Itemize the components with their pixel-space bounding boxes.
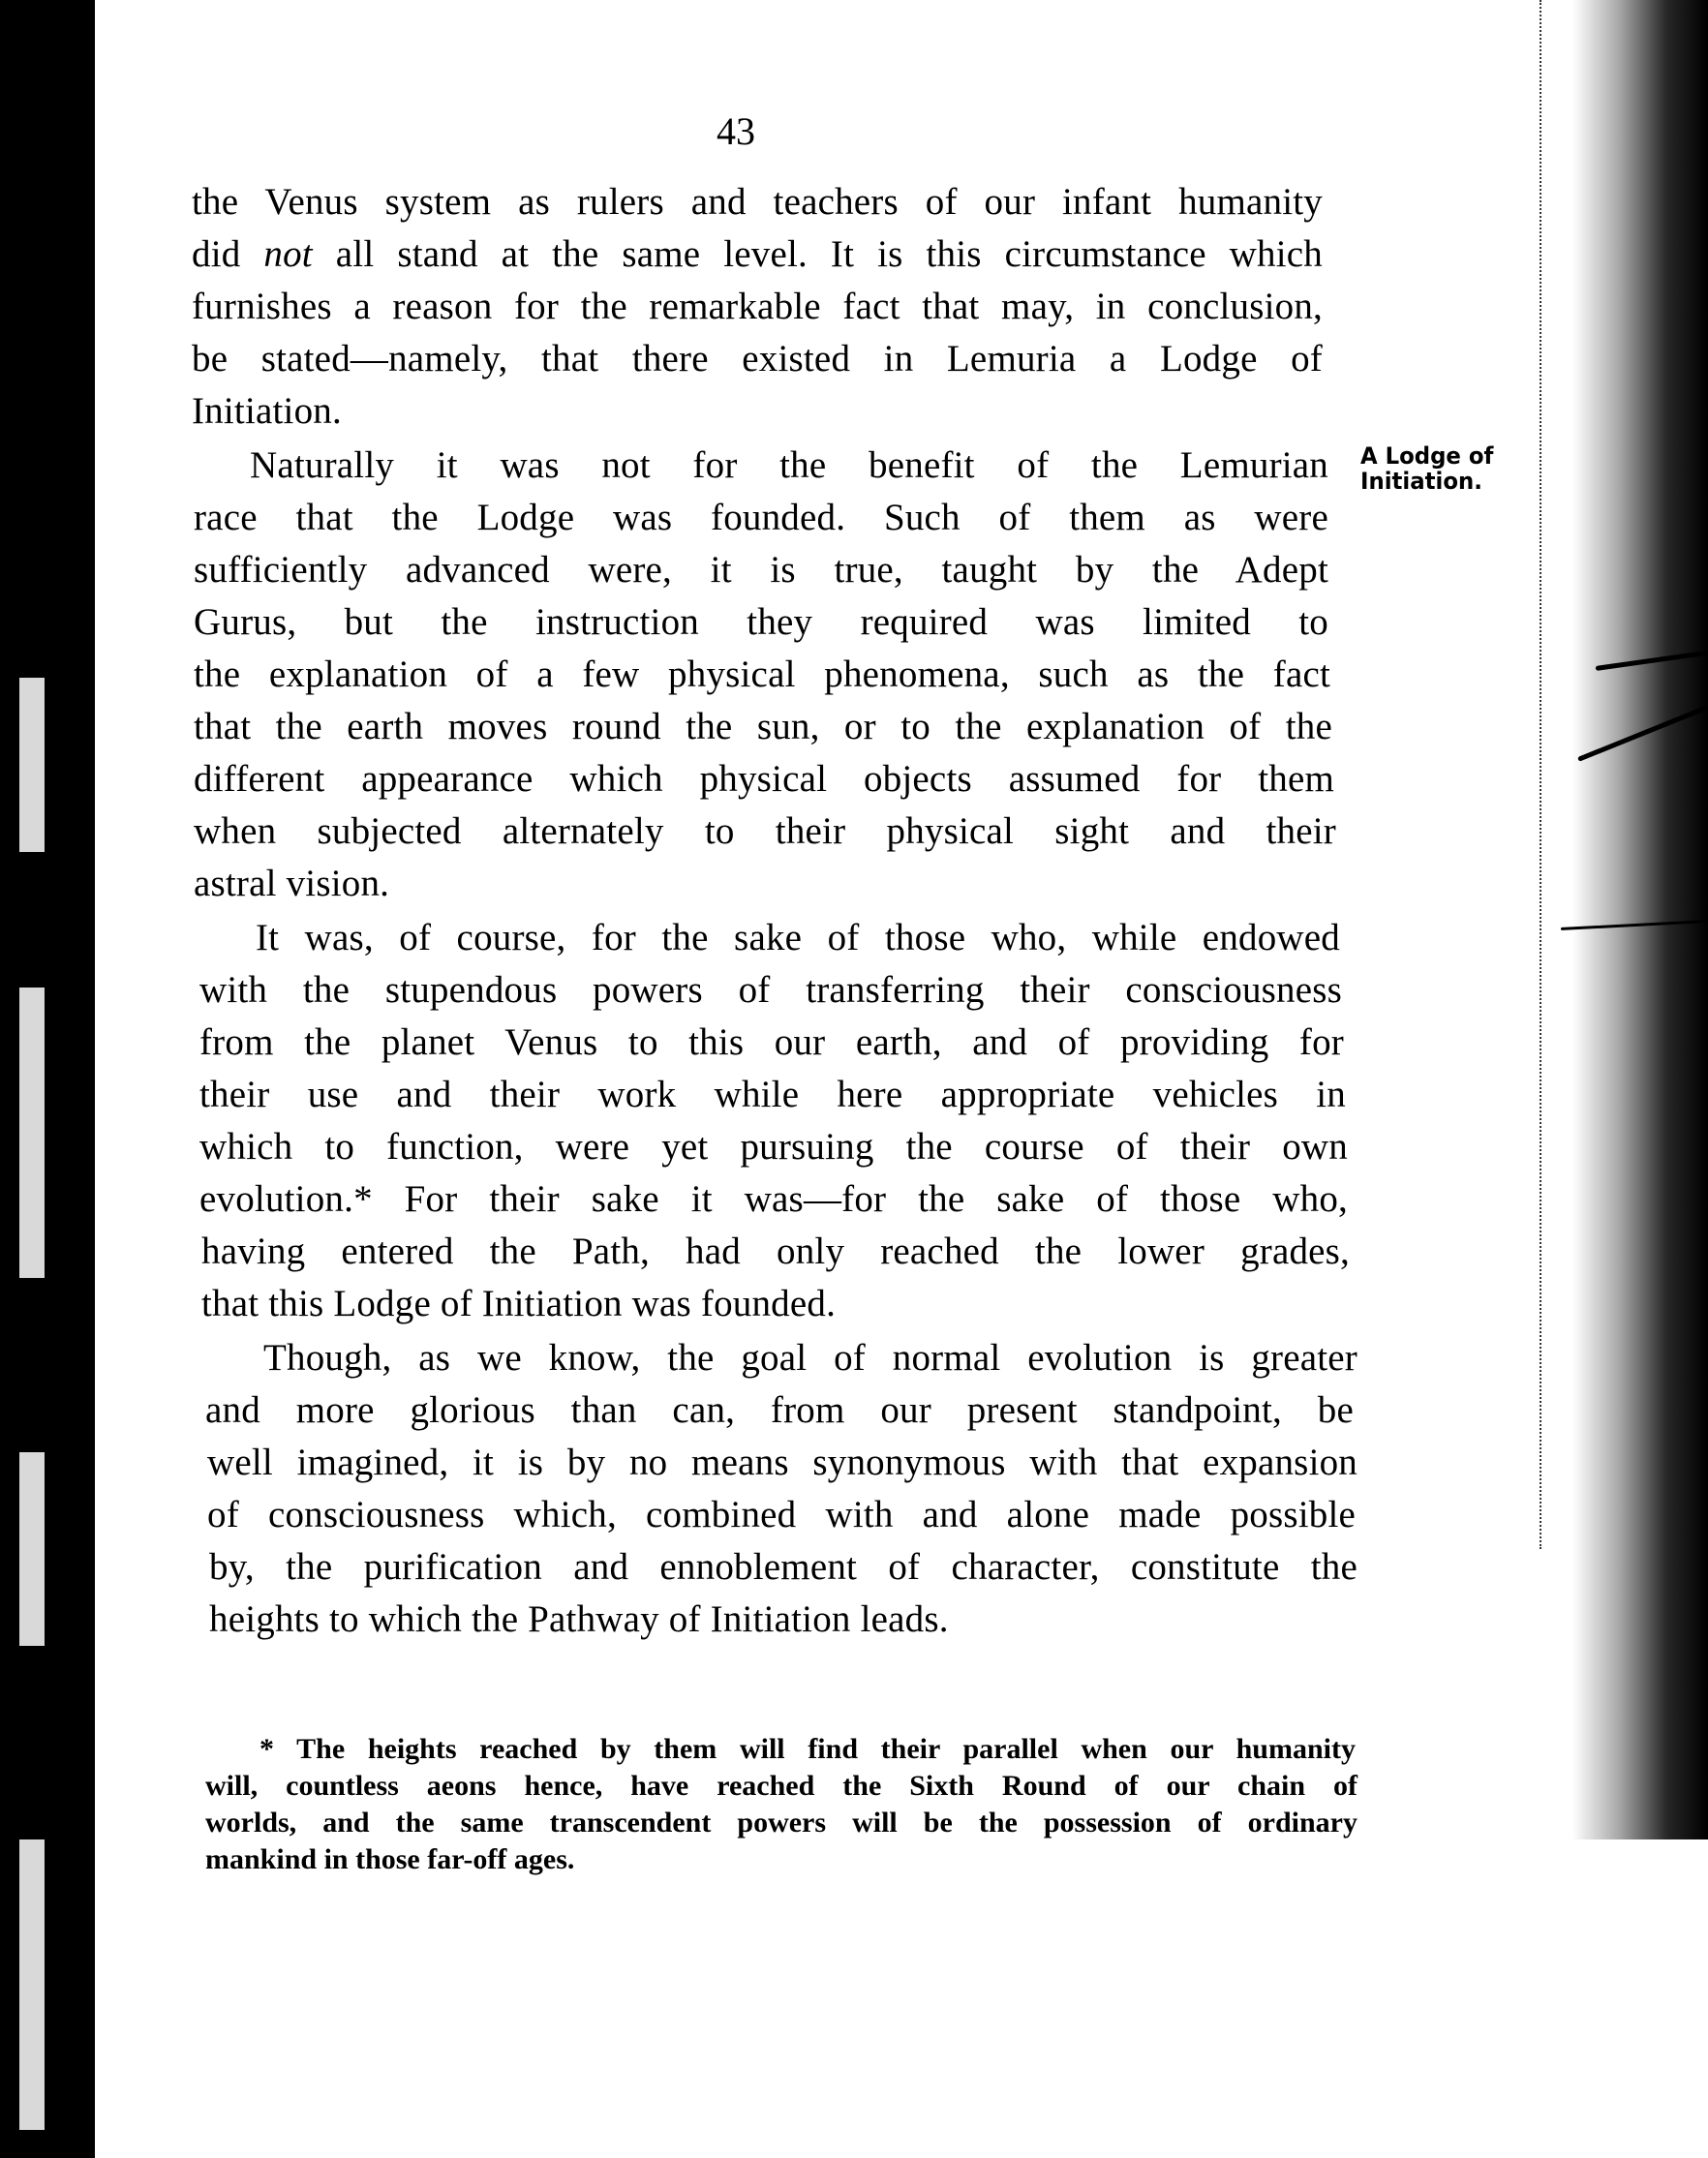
text-span: all stand at the same level. It is this circumstance which — [312, 233, 1323, 275]
margin-note-line: A Lodge of — [1360, 442, 1494, 470]
body-text-line: astral vision. — [194, 863, 390, 904]
footnote-line: mankind in those far-off ages. — [205, 1843, 575, 1875]
body-text-line: It was, of course, for the sake of those who, while endowed — [256, 917, 1340, 958]
body-text-line: Gurus, but the instruction they required was limited to — [194, 601, 1328, 643]
scan-artifact — [19, 1839, 45, 2130]
scan-artifact — [19, 1452, 45, 1646]
body-text-line: their use and their work while here appropriate vehicles in — [199, 1074, 1346, 1115]
body-text-line: having entered the Path, had only reached the lower grades, — [201, 1231, 1350, 1272]
body-text-line: and more glorious than can, from our present standpoint, be — [205, 1389, 1354, 1431]
body-text-line: furnishes a reason for the remarkable fact that may, in conclusion, — [192, 286, 1323, 327]
footnote-line: worlds, and the same transcendent powers will be the possession of ordinary — [205, 1807, 1357, 1839]
body-text-line: different appearance which physical objects assumed for them — [194, 758, 1334, 800]
scan-left-binding-shadow — [0, 0, 95, 2158]
body-text-line: Naturally it was not for the benefit of the Lemurian — [250, 444, 1328, 486]
body-text-line: sufficiently advanced were, it is true, taught by the Adept — [194, 549, 1328, 591]
page-number: 43 — [717, 109, 755, 153]
scan-artifact — [19, 678, 45, 852]
body-text-line: of consciousness which, combined with and alone made possible — [207, 1494, 1356, 1535]
body-text-line: that the earth moves round the sun, or to the explanation of the — [194, 706, 1332, 747]
scan-artifact — [19, 988, 45, 1278]
margin-note-line: Initiation. — [1360, 468, 1482, 495]
body-text-line: the Venus system as rulers and teachers of our infant humanity — [192, 181, 1323, 223]
body-text-line: that this Lodge of Initiation was founded. — [201, 1283, 837, 1324]
emphasis-text: not — [263, 233, 313, 275]
body-text-line: well imagined, it is by no means synonymous with that expansion — [207, 1442, 1357, 1483]
body-text-line: be stated—namely, that there existed in Lemuria a Lodge of — [192, 338, 1323, 380]
body-text-line: with the stupendous powers of transferring their consciousness — [199, 969, 1342, 1011]
body-text-line — [192, 232, 1323, 276]
body-text-line: which to function, were yet pursuing the course of their own — [199, 1126, 1348, 1168]
body-text-line: when subjected alternately to their physical sight and their — [194, 810, 1336, 852]
body-text-line: Though, as we know, the goal of normal evolution is greater — [263, 1337, 1357, 1379]
margin-note — [1360, 443, 1493, 494]
page-fold-line — [1540, 0, 1541, 1549]
footnote-line: will, countless aeons hence, have reached the Sixth Round of our chain of — [205, 1770, 1357, 1802]
scan-right-page-edge — [1572, 0, 1708, 1839]
body-text-line: by, the purification and ennoblement of character, constitute the — [209, 1546, 1357, 1588]
body-text-line: the explanation of a few physical phenomena, such as the fact — [194, 653, 1330, 695]
body-text-line: heights to which the Pathway of Initiation leads. — [209, 1598, 949, 1640]
body-text-line: Initiation. — [192, 390, 342, 432]
text-span: did — [192, 233, 264, 275]
body-text-line: evolution.* For their sake it was—for the sake of those who, — [199, 1178, 1348, 1220]
body-text-line: from the planet Venus to this our earth, and of providing for — [199, 1021, 1344, 1063]
footnote-line: * The heights reached by them will find their parallel when our humanity — [259, 1733, 1356, 1765]
body-text-line: race that the Lodge was founded. Such of them as were — [194, 497, 1328, 538]
